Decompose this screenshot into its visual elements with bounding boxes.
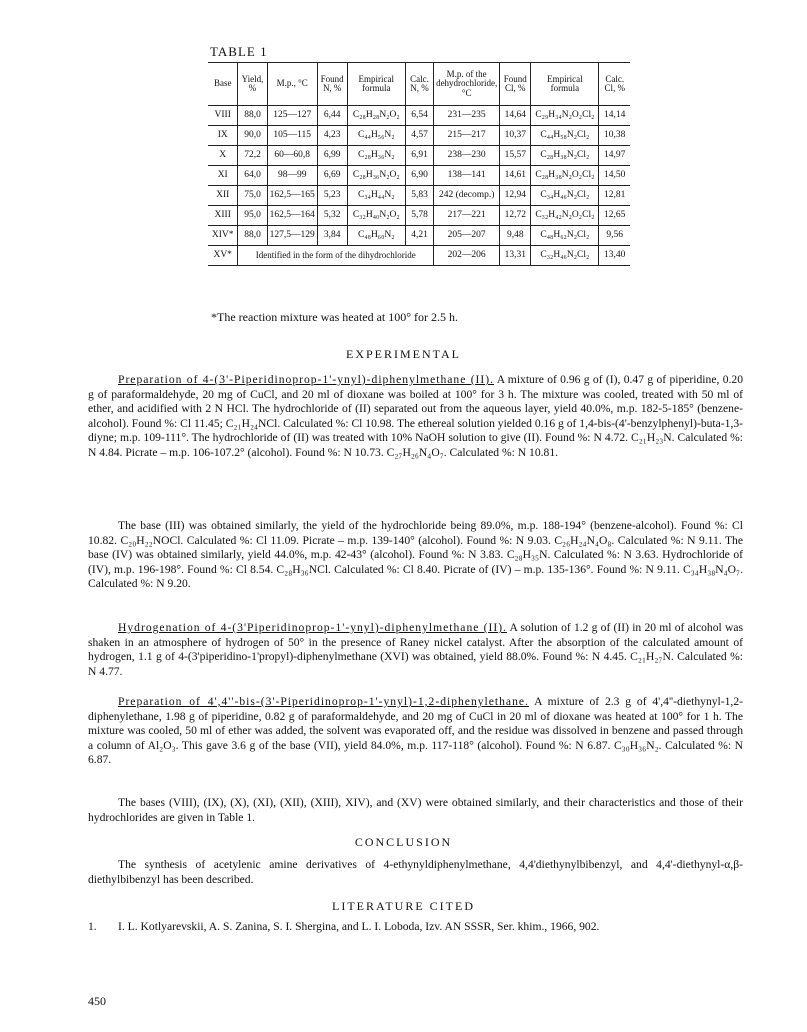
table-row bbox=[208, 206, 630, 226]
cell-formula: C₃₄H₄₄N₂ bbox=[347, 186, 405, 206]
cell-mp: 202—206 bbox=[434, 246, 500, 266]
cell-yield: 72,2 bbox=[238, 146, 267, 166]
cell-calc-cl: 9,56 bbox=[599, 226, 630, 246]
cell-mp: 127,5—129 bbox=[267, 226, 317, 246]
cell-note: Identified in the form of the dihydrochloride bbox=[238, 246, 434, 266]
cell-mp: 60—60,8 bbox=[267, 146, 317, 166]
paragraph: The base (III) was obtained similarly, the yield of the hydrochloride being 89.0%, m.p. 188-194° (benzene-alcohol). Found %: Cl 10.82. C₂₀H₂₂NOCl. Calculated %: Cl 11.09. Picrate – m.p. 139-140° (alcohol). Found %: N 9.03. C₂₆H₂₄N₄O₈. Calculated %: N 9.11. The base (IV) was obtained similarly, yield 44.0%, m.p. 42-43° (alcohol). Found %: N 3.83. C₂₈H₃₅N. Calculated %: N 3.63. Hydrochloride of (IV), m.p. 196-198°. Found %: Cl 8.54. C₂₈H₃₆NCl. Calculated %: Cl 8.40. Picrate of (IV) – m.p. 135-136°. Found %: N 9.11. C₃₄H₃₈N₄O₇. Calculated %: N 9.20. bbox=[88, 519, 743, 591]
cell-formula-hcl: C₂₈H₃₈N₂Cl₂ bbox=[531, 146, 599, 166]
paragraph-title: Preparation of 4-(3'-Piperidinoprop-1'-ynyl)-diphenylmethane (II). bbox=[118, 373, 495, 386]
cell-found-n: 6,69 bbox=[317, 166, 347, 186]
cell-found-cl: 14,64 bbox=[500, 106, 531, 126]
cell-calc-cl: 13,40 bbox=[599, 246, 630, 266]
cell-yield: 88,0 bbox=[238, 226, 267, 246]
literature-heading: LITERATURE CITED bbox=[332, 899, 475, 913]
paragraph bbox=[88, 373, 743, 461]
cell-mp-dihydrochloride: 242 (decomp.) bbox=[434, 186, 500, 206]
cell-calc-n: 5,78 bbox=[406, 206, 434, 226]
cell-yield: 88,0 bbox=[238, 106, 267, 126]
cell-found-n: 5,32 bbox=[317, 206, 347, 226]
cell-base: XV* bbox=[208, 246, 238, 266]
cell-found-n: 6,44 bbox=[317, 106, 347, 126]
cell-formula-hcl: C₄₄H₅₈N₂Cl₂ bbox=[531, 126, 599, 146]
paragraph bbox=[88, 621, 743, 679]
cell-mp-dihydrochloride: 238—230 bbox=[434, 146, 500, 166]
cell-found-cl: 13,31 bbox=[500, 246, 531, 266]
cell-found-n: 4,23 bbox=[317, 126, 347, 146]
table-header-row bbox=[208, 63, 630, 106]
cell-yield: 95,0 bbox=[238, 206, 267, 226]
cell-base: XI bbox=[208, 166, 238, 186]
cell-found-n: 3,84 bbox=[317, 226, 347, 246]
cell-formula: C₃₂H₄₆N₂Cl₂ bbox=[531, 246, 599, 266]
data-table bbox=[208, 62, 630, 266]
cell-found-n: 6,99 bbox=[317, 146, 347, 166]
reference-text: I. L. Kotlyarevskii, A. S. Zanina, S. I. Shergina, and L. I. Loboda, Izv. AN SSSR, Ser. khim., 1966, 902. bbox=[118, 920, 600, 933]
cell-calc-n: 6,91 bbox=[406, 146, 434, 166]
paragraph-body: A mixture of 2.3 g of 4',4''-diethynyl-1,2-diphenylethane, 1.98 g of piperidine, 0.82 g of paraformaldehyde, and 20 mg of CuCl in 20 ml of dioxane was heated at 100° for 1 h. The mixture was cooled, 50 ml of ether was added, the solvent was evaporated off, and the residue was dissolved in benzene and passed through a column of Al₂O₃. This gave 3.6 g of the base (VII), yield 84.0%, m.p. 117-118° (alcohol). Found %: N 6.87. C₃₀H₃₆N₂. Calculated %: N 6.87. bbox=[88, 695, 743, 767]
cell-found-n: 5,23 bbox=[317, 186, 347, 206]
col-header: Found N, % bbox=[317, 63, 347, 106]
cell-mp: 162,5—164 bbox=[267, 206, 317, 226]
reference-number: 1. bbox=[88, 920, 97, 933]
cell-calc-cl: 12,81 bbox=[599, 186, 630, 206]
cell-base: XIV* bbox=[208, 226, 238, 246]
cell-found-cl: 12,72 bbox=[500, 206, 531, 226]
cell-calc-n: 4,57 bbox=[406, 126, 434, 146]
cell-base: XIII bbox=[208, 206, 238, 226]
table-row bbox=[208, 166, 630, 186]
cell-formula-hcl: C₃₂H₄₂N₂O₂Cl₂ bbox=[531, 206, 599, 226]
cell-formula: C₄₈H₆₀N₂ bbox=[347, 226, 405, 246]
cell-calc-cl: 10,38 bbox=[599, 126, 630, 146]
cell-found-cl: 10,37 bbox=[500, 126, 531, 146]
cell-calc-n: 4,21 bbox=[406, 226, 434, 246]
cell-base: XII bbox=[208, 186, 238, 206]
cell-mp: 105—115 bbox=[267, 126, 317, 146]
table-footnote: *The reaction mixture was heated at 100° for 2.5 h. bbox=[211, 310, 459, 324]
cell-mp-dihydrochloride: 205—207 bbox=[434, 226, 500, 246]
paragraph bbox=[88, 695, 743, 768]
cell-formula-hcl: C₃₄H₄₆N₂Cl₂ bbox=[531, 186, 599, 206]
cell-calc-cl: 14,14 bbox=[599, 106, 630, 126]
paragraph-body: A mixture of 0.96 g of (I), 0.47 g of piperidine, 0.20 g of paraformaldehyde, 20 mg of CuCl, and 20 ml of dioxane was boiled at 100° for 3 h. The mixture was cooled, treated with 50 ml of ether, and acidified with 2 N HCl. The hydrochloride of (II) separated out from the aqueous layer, yield 40.0%, m.p. 182-5-185° (benzene-alcohol). Found %: Cl 11.45; C₂₁H₂₄NCl. Calculated %: Cl 10.98. The ethereal solution yielded 0.16 g of 1,4-bis-(4'-benzylphenyl)-buta-1,3-diyne; m.p. 109-111°. The hydrochloride of (II) was treated with 10% NaOH solution to give (II). Found %: N 4.72. C₂₁H₂₃N. Calculated %: N 4.84. Picrate – m.p. 106-107.2° (alcohol). Found %: N 10.73. C₂₇H₂₆N₄O₇. Calculated %: N 10.81. bbox=[88, 373, 743, 459]
col-header: Base bbox=[208, 63, 238, 106]
cell-formula-hcl: C₂₉H₃₄N₂O₂Cl₂ bbox=[531, 106, 599, 126]
cell-formula: C₂₈H₃₆N₂O₂ bbox=[347, 166, 405, 186]
cell-base: X bbox=[208, 146, 238, 166]
cell-mp-dihydrochloride: 231—235 bbox=[434, 106, 500, 126]
table-row-last bbox=[208, 246, 630, 266]
cell-found-cl: 12,94 bbox=[500, 186, 531, 206]
conclusion-heading: CONCLUSION bbox=[354, 835, 453, 849]
cell-formula-hcl: C₂₈H₃₈N₂O₂Cl₂ bbox=[531, 166, 599, 186]
cell-calc-cl: 12,65 bbox=[599, 206, 630, 226]
paragraph-body: A solution of 1.2 g of (II) in 20 ml of alcohol was shaken in an atmosphere of hydrogen of 50° in the presence of Raney nickel catalyst. After the absorption of the calculated amount of hydrogen, 1.1 g of 4-(3'piperidino-1'propyl)-diphenylmethane (XVI) was obtained, yield 88.0%. Found %: N 4.45. C₂₁H₂₇N. Calculated %: N 4.77. bbox=[88, 621, 743, 678]
cell-base: VIII bbox=[208, 106, 238, 126]
col-header: Calc. N, % bbox=[406, 63, 434, 106]
cell-base: IX bbox=[208, 126, 238, 146]
cell-formula-hcl: C₄₈H₆₂N₂Cl₂ bbox=[531, 226, 599, 246]
col-header: Empirical formula bbox=[531, 63, 599, 106]
table-row bbox=[208, 106, 630, 126]
cell-formula: C₃₂H₄₀N₂O₂ bbox=[347, 206, 405, 226]
col-header: Empirical formula bbox=[347, 63, 405, 106]
cell-calc-n: 6,90 bbox=[406, 166, 434, 186]
col-header: Yield, % bbox=[238, 63, 267, 106]
cell-found-cl: 9,48 bbox=[500, 226, 531, 246]
col-header: M.p. of the dehydrochloride, °C bbox=[434, 63, 500, 106]
paragraph: The bases (VIII), (IX), (X), (XI), (XII), (XIII), XIV), and (XV) were obtained similarly, and their characteristics and those of their hydrochlorides are given in Table 1. bbox=[88, 796, 743, 824]
cell-formula: C₄₄H₅₆N₂ bbox=[347, 126, 405, 146]
cell-mp: 162,5—165 bbox=[267, 186, 317, 206]
cell-yield: 90,0 bbox=[238, 126, 267, 146]
cell-calc-cl: 14,97 bbox=[599, 146, 630, 166]
cell-mp: 98—99 bbox=[267, 166, 317, 186]
cell-yield: 75,0 bbox=[238, 186, 267, 206]
cell-found-cl: 15,57 bbox=[500, 146, 531, 166]
cell-mp-dihydrochloride: 217—221 bbox=[434, 206, 500, 226]
cell-yield: 64,0 bbox=[238, 166, 267, 186]
table-row bbox=[208, 146, 630, 166]
table-title: TABLE 1 bbox=[210, 44, 268, 59]
col-header: Found Cl, % bbox=[500, 63, 531, 106]
table-row bbox=[208, 186, 630, 206]
page-number: 450 bbox=[88, 994, 106, 1008]
paragraph-title: Preparation of 4',4''-bis-(3'-Piperidinoprop-1'-ynyl)-1,2-diphenylethane. bbox=[118, 695, 529, 708]
cell-found-cl: 14,61 bbox=[500, 166, 531, 186]
cell-formula: C₂₈H₂₈N₂O₂ bbox=[347, 106, 405, 126]
cell-mp: 125—127 bbox=[267, 106, 317, 126]
cell-calc-n: 6,54 bbox=[406, 106, 434, 126]
paragraph-title: Hydrogenation of 4-(3'Piperidinoprop-1'-ynyl)-diphenylmethane (II). bbox=[118, 621, 507, 634]
col-header: Calc. Cl, % bbox=[599, 63, 630, 106]
table-row bbox=[208, 126, 630, 146]
cell-calc-cl: 14,50 bbox=[599, 166, 630, 186]
cell-calc-n: 5,83 bbox=[406, 186, 434, 206]
cell-mp-dihydrochloride: 215—217 bbox=[434, 126, 500, 146]
cell-formula: C₂₈H₃₆N₂ bbox=[347, 146, 405, 166]
conclusion-text: The synthesis of acetylenic amine derivatives of 4-ethynyldiphenylmethane, 4,4'diethynylbibenzyl, and 4,4'-diethynyl-α,β-diethylbibenzyl has been described. bbox=[88, 858, 743, 886]
table-row bbox=[208, 226, 630, 246]
reference-item bbox=[88, 920, 743, 935]
col-header: M.p., °C bbox=[267, 63, 317, 106]
experimental-heading: EXPERIMENTAL bbox=[345, 347, 462, 361]
cell-mp-dihydrochloride: 138—141 bbox=[434, 166, 500, 186]
